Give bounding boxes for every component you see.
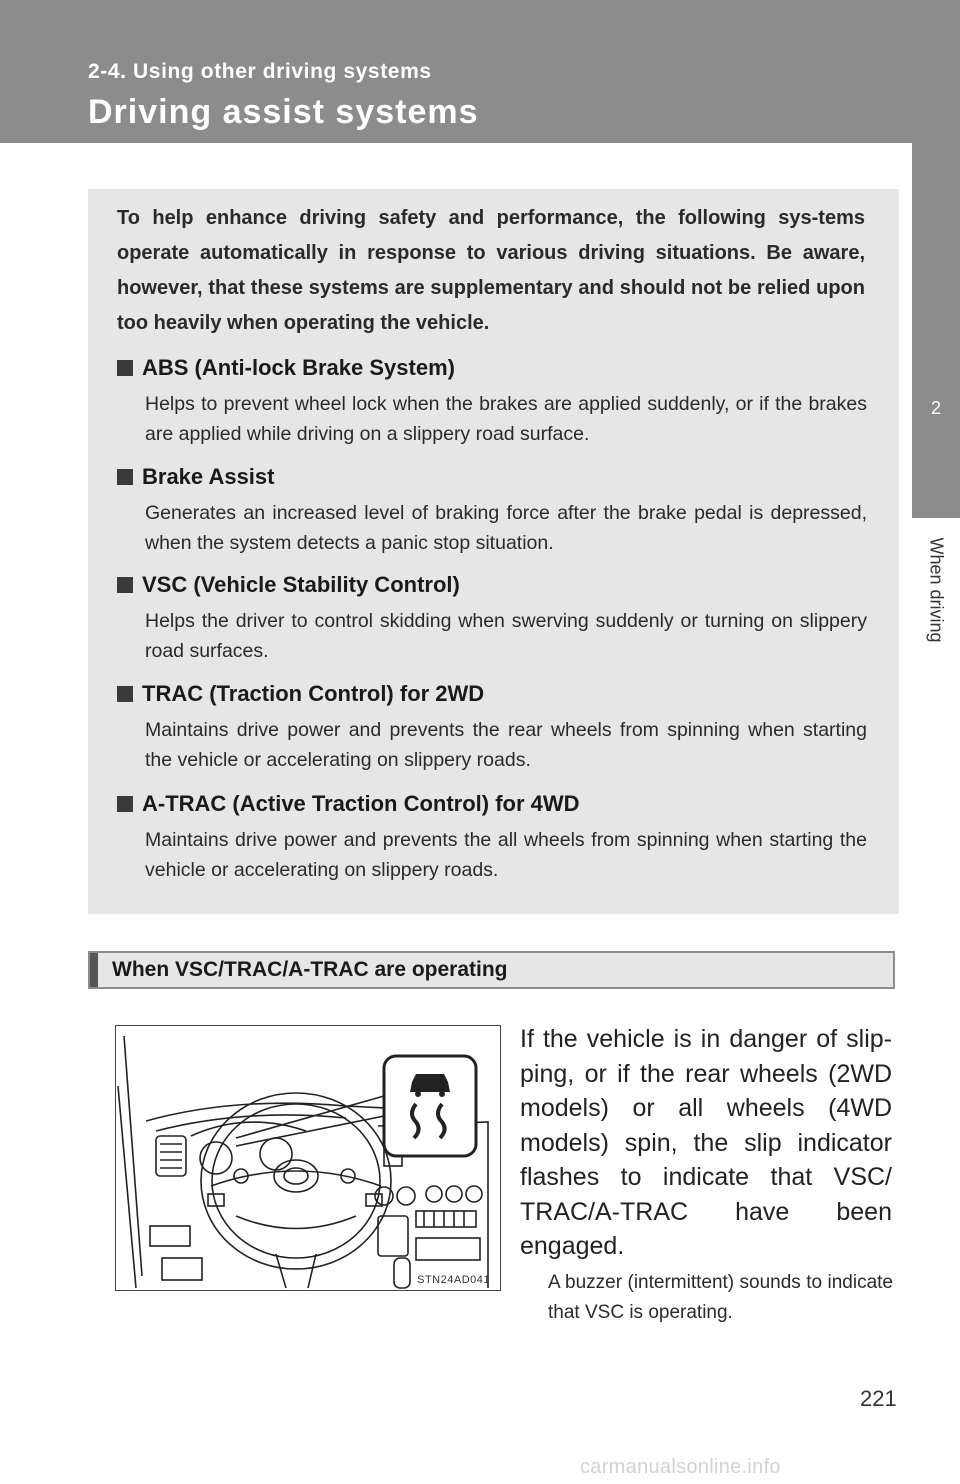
intro-text: To help enhance driving safety and performance, the following sys-tems operate automatically in response to various driving situations. Be aware, however, that these systems are supplementary and should not be relied upon too heavily when operating the vehicle. [117, 207, 865, 334]
watermark: carmanualsonline.info [580, 1456, 781, 1478]
item-heading [117, 678, 867, 710]
item-trac [117, 678, 867, 775]
item-heading-text: Brake Assist [142, 464, 275, 489]
item-vsc [117, 569, 867, 666]
chapter-tab [912, 143, 960, 518]
buzzer-note: A buzzer (intermittent) sounds to indicate that VSC is operating. [548, 1272, 893, 1323]
page-number: 221 [860, 1386, 897, 1411]
page-title: Driving assist systems [88, 93, 479, 131]
chapter-label: When driving [926, 537, 947, 643]
subsection-marker [90, 953, 98, 987]
slip-indicator-paragraph: If the vehicle is in danger of slip-ping, or if the rear wheels (2WD models) or all wheels (4WD models) spin, the slip indicator flashes to indicate that VSC/ TRAC/A-TRAC have been engaged. [520, 1025, 892, 1260]
item-a-trac [117, 788, 867, 885]
item-heading [117, 569, 867, 601]
item-heading [117, 788, 867, 820]
dashboard-drawing [116, 1026, 500, 1290]
square-bullet-icon [117, 360, 133, 376]
square-bullet-icon [117, 469, 133, 485]
item-heading [117, 352, 867, 384]
square-bullet-icon [117, 686, 133, 702]
item-abs [117, 352, 867, 449]
item-body: Maintains drive power and prevents the rear wheels from spinning when starting the vehicle or accelerating on slippery roads. [145, 719, 867, 771]
item-body: Generates an increased level of braking force after the brake pedal is depressed, when the system detects a panic stop situation. [145, 502, 867, 554]
page-header [0, 0, 960, 143]
square-bullet-icon [117, 577, 133, 593]
dashboard-illustration [115, 1025, 501, 1291]
square-bullet-icon [117, 796, 133, 812]
item-heading-text: TRAC (Traction Control) for 2WD [142, 681, 485, 706]
subsection-header [88, 951, 895, 989]
item-body: Helps to prevent wheel lock when the brakes are applied suddenly, or if the brakes are applied while driving on a slippery road surface. [145, 393, 867, 445]
section-label: 2-4. Using other driving systems [88, 60, 432, 83]
item-heading [117, 461, 867, 493]
illustration-code: STN24AD041 [417, 1274, 490, 1286]
item-heading-text: VSC (Vehicle Stability Control) [142, 572, 460, 597]
item-body: Maintains drive power and prevents the all wheels from spinning when starting the vehicle or accelerating on slippery roads. [145, 829, 867, 881]
subsection-title: When VSC/TRAC/A-TRAC are operating [112, 958, 508, 981]
chapter-number: 2 [930, 398, 941, 418]
item-heading-text: A-TRAC (Active Traction Control) for 4WD [142, 791, 580, 816]
item-heading-text: ABS (Anti-lock Brake System) [142, 355, 455, 380]
item-brake-assist [117, 461, 867, 558]
item-body: Helps the driver to control skidding when swerving suddenly or turning on slippery road surfaces. [145, 610, 867, 662]
